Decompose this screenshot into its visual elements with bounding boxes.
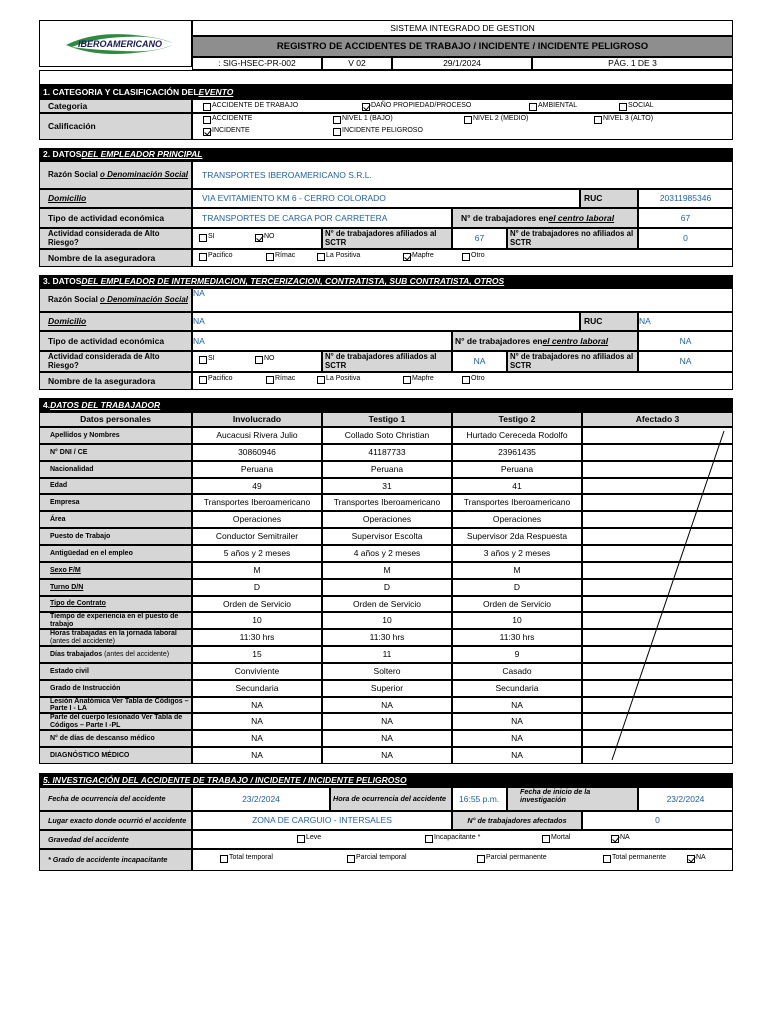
ntrab-3-value: NA [638, 331, 733, 351]
gravedad-label: Gravedad del accidente [39, 830, 192, 849]
worker-cell: M [452, 562, 582, 579]
worker-table-header-involucrado: Involucrado [192, 412, 322, 427]
s3-si-label: SI [208, 355, 215, 362]
worker-row-label: Apellidos y Nombres [39, 427, 192, 444]
s2-aseg-rimac-checkbox[interactable] [266, 253, 274, 261]
domicilio-3-value: NA [192, 312, 580, 331]
doc-date: 29/1/2024 [392, 57, 532, 70]
afiliados-value: 67 [452, 228, 507, 249]
worker-cell: 11:30 hrs [192, 629, 322, 646]
worker-row-label: Turno D/N [39, 579, 192, 596]
worker-cell: Transportes Iberoamericano [192, 494, 322, 511]
worker-cell: Casado [452, 663, 582, 680]
worker-row-label: Puesto de Trabajo [39, 528, 192, 545]
gravedad-mortal-checkbox[interactable] [542, 835, 550, 843]
ntrab-value: 67 [638, 208, 733, 228]
fecha-ocurrencia-label: Fecha de ocurrencia del accidente [39, 787, 192, 811]
worker-row-label: Grado de Instrucción [39, 680, 192, 697]
worker-cell: 3 años y 2 meses [452, 545, 582, 562]
categoria-social-checkbox[interactable] [619, 103, 627, 111]
section-4-header: 4. DATOS DEL TRABAJADOR [39, 398, 733, 412]
accident-registration-form [39, 20, 733, 871]
categoria-social-label: SOCIAL [628, 102, 654, 109]
s2-aseg-otro-checkbox[interactable] [462, 253, 470, 261]
categoria-accidente-de-trabajo-label: ACCIDENTE DE TRABAJO [212, 102, 299, 109]
calif-incidente-peligroso-label: INCIDENTE PELIGROSO [342, 127, 423, 134]
worker-cell: 30860946 [192, 444, 322, 461]
calif-nivel-2-medio-label: NIVEL 2 (MEDIO) [473, 115, 529, 122]
worker-row-label: Tipo de Contrato [39, 596, 192, 612]
categoria-dano-propiedad-proceso-checkbox[interactable] [362, 103, 370, 111]
s3-aseg-pacifico-checkbox[interactable] [199, 376, 207, 384]
worker-cell: 23961435 [452, 444, 582, 461]
calif-accidente-checkbox[interactable] [203, 116, 211, 124]
ruc-label: RUC [580, 189, 638, 208]
s3-aseg-rimac-label: Rímac [275, 375, 296, 382]
worker-cell: Transportes Iberoamericano [452, 494, 582, 511]
worker-cell: Soltero [322, 663, 452, 680]
incap-total-temporal-label: Total temporal [229, 854, 273, 861]
razon-social-value: TRANSPORTES IBEROAMERICANO S.R.L. [192, 161, 733, 189]
worker-row-label: Nacionalidad [39, 461, 192, 478]
worker-cell: Orden de Servicio [192, 596, 322, 612]
ntrab-label: N° de trabajadores en el centro laboral [452, 208, 638, 228]
worker-cell: 41187733 [322, 444, 452, 461]
domicilio-3-label: Domicilio [39, 312, 192, 331]
gravedad-na-checkbox[interactable] [611, 835, 619, 843]
worker-cell: Peruana [192, 461, 322, 478]
alto-riesgo-label: Actividad considerada de Alto Riesgo? [39, 228, 192, 249]
worker-cell: D [452, 579, 582, 596]
worker-cell: Aucacusi Rivera Julio [192, 427, 322, 444]
incap-na-label: NA [696, 854, 706, 861]
categoria-label: Categoria [39, 99, 192, 113]
gravedad-incapacitante-label: Incapacitante * [434, 834, 481, 841]
s3-no-checkbox[interactable] [255, 356, 263, 364]
s2-no-label: NO [264, 233, 275, 240]
ruc-3-value: NA [638, 312, 733, 331]
worker-row-label: Tiempo de experiencia en el puesto de trabajo [39, 612, 192, 629]
worker-row-label: Horas trabajadas en la jornada laboral (antes del accidente) [39, 629, 192, 646]
s3-aseg-rimac-checkbox[interactable] [266, 376, 274, 384]
worker-cell: 4 años y 2 meses [322, 545, 452, 562]
worker-row-label: N° de días de descanso médico [39, 730, 192, 747]
s2-aseg-rimac-label: Rímac [275, 252, 296, 259]
domicilio-label: Domicilio [39, 189, 192, 208]
afectados-label: N° de trabajadores afectados [452, 811, 582, 830]
worker-cell: Secundaria [192, 680, 322, 697]
categoria-accidente-de-trabajo-checkbox[interactable] [203, 103, 211, 111]
worker-cell: 41 [452, 478, 582, 494]
system-title: SISTEMA INTEGRADO DE GESTION [192, 20, 733, 36]
afiliados-3-label: N° de trabajadores afiliados al SCTR [322, 351, 452, 372]
s2-aseg-pacifico-label: Pacifico [208, 252, 233, 259]
worker-cell: D [322, 579, 452, 596]
worker-cell: NA [452, 697, 582, 713]
worker-cell: NA [192, 697, 322, 713]
doc-version: V 02 [322, 57, 392, 70]
afectados-value: 0 [582, 811, 733, 830]
no-afiliados-3-label: N° de trabajadores no afiliados al SCTR [507, 351, 638, 372]
worker-cell: NA [322, 713, 452, 730]
lugar-value: ZONA DE CARGUIO - INTERSALES [192, 811, 452, 830]
incap-total-temporal-checkbox[interactable] [220, 855, 228, 863]
worker-row-label: DIAGNÓSTICO MÉDICO [39, 747, 192, 764]
worker-row-label: Estado civil [39, 663, 192, 680]
s2-aseg-pacifico-checkbox[interactable] [199, 253, 207, 261]
no-afiliados-3-value: NA [638, 351, 733, 372]
calif-nivel-3-alto-label: NIVEL 3 (ALTO) [603, 115, 654, 122]
calificacion-label: Calificación [39, 113, 192, 140]
s3-no-label: NO [264, 355, 275, 362]
categoria-dano-propiedad-proceso-label: DAÑO PROPIEDAD/PROCESO [371, 102, 472, 109]
worker-cell: Conductor Semitrailer [192, 528, 322, 545]
worker-cell: Peruana [322, 461, 452, 478]
s3-aseg-la-positiva-label: La Positiva [326, 375, 361, 382]
incap-parcial-permanente-label: Parcial permanente [486, 854, 547, 861]
worker-cell: Operaciones [322, 511, 452, 528]
afiliados-label: N° de trabajadores afiliados al SCTR [322, 228, 452, 249]
s2-aseg-la-positiva-label: La Positiva [326, 252, 361, 259]
worker-table-header-datos-personales: Datos personales [39, 412, 192, 427]
hora-ocurrencia-label: Hora de ocurrencia del accidente [330, 787, 452, 811]
worker-row-label: Área [39, 511, 192, 528]
s3-aseg-la-positiva-checkbox[interactable] [317, 376, 325, 384]
s2-no-checkbox[interactable] [255, 234, 263, 242]
s3-aseg-otro-label: Otro [471, 375, 485, 382]
worker-cell: 10 [452, 612, 582, 629]
spacer-row [39, 70, 733, 85]
ruc-value: 20311985346 [638, 189, 733, 208]
s3-si-checkbox[interactable] [199, 356, 207, 364]
calif-incidente-checkbox[interactable] [203, 128, 211, 136]
worker-cell: NA [192, 730, 322, 747]
worker-row-label: Empresa [39, 494, 192, 511]
aseguradora-3-label: Nombre de la aseguradora [39, 372, 192, 390]
worker-row-label: Antigüedad en el empleo [39, 545, 192, 562]
worker-table-header-testigo-2: Testigo 2 [452, 412, 582, 427]
worker-table-header-testigo-1: Testigo 1 [322, 412, 452, 427]
worker-cell: M [192, 562, 322, 579]
worker-row-label: Parte del cuerpo lesionado Ver Tabla de Códigos – Parte I -PL [39, 713, 192, 730]
worker-cell: Operaciones [452, 511, 582, 528]
worker-cell: NA [452, 713, 582, 730]
worker-cell: D [192, 579, 322, 596]
actividad-3-value: NA [192, 331, 452, 351]
ntrab-3-label: N° de trabajadores en el centro laboral [452, 331, 638, 351]
worker-cell: Supervisor Escolta [322, 528, 452, 545]
categoria-ambiental-label: AMBIENTAL [538, 102, 578, 109]
domicilio-value: VIA EVITAMIENTO KM 6 - CERRO COLORADO [192, 189, 580, 208]
calif-nivel-3-alto-checkbox[interactable] [594, 116, 602, 124]
section-5-header: 5. INVESTIGACIÓN DEL ACCIDENTE DE TRABAJO / INCIDENTE / INCIDENTE PELIGROSO [39, 773, 733, 787]
worker-cell: 10 [322, 612, 452, 629]
actividad-label: Tipo de actividad económica [39, 208, 192, 228]
worker-cell: 10 [192, 612, 322, 629]
worker-cell: Secundaria [452, 680, 582, 697]
company-logo [39, 20, 192, 67]
s2-aseg-la-positiva-checkbox[interactable] [317, 253, 325, 261]
worker-cell: Orden de Servicio [452, 596, 582, 612]
calif-nivel-1-bajo-checkbox[interactable] [333, 116, 341, 124]
gravedad-na-label: NA [620, 834, 630, 841]
actividad-3-label: Tipo de actividad económica [39, 331, 192, 351]
incap-parcial-temporal-checkbox[interactable] [347, 855, 355, 863]
worker-cell: Supervisor 2da Respuesta [452, 528, 582, 545]
fecha-inicio-label: Fecha de inicio de la investigación [507, 787, 638, 811]
worker-cell: NA [452, 730, 582, 747]
fecha-ocurrencia-value: 23/2/2024 [192, 787, 330, 811]
incap-parcial-temporal-label: Parcial temporal [356, 854, 407, 861]
calif-nivel-1-bajo-label: NIVEL 1 (BAJO) [342, 115, 393, 122]
gravedad-leve-label: Leve [306, 834, 322, 841]
worker-cell: 15 [192, 646, 322, 663]
actividad-value: TRANSPORTES DE CARGA POR CARRETERA [192, 208, 452, 228]
svg-text:IBEROAMERICANO: IBEROAMERICANO [78, 38, 163, 49]
razon-social-3-label: Razón Social o Denominación Social [39, 288, 192, 312]
razon-social-3-value: NA [192, 288, 733, 312]
categoria-ambiental-checkbox[interactable] [529, 103, 537, 111]
calif-accidente-label: ACCIDENTE [212, 115, 253, 122]
worker-cell: 11 [322, 646, 452, 663]
worker-cell: Conviviente [192, 663, 322, 680]
calif-incidente-label: INCIDENTE [212, 127, 250, 134]
lugar-label: Lugar exacto donde ocurrió el accidente [39, 811, 192, 830]
doc-code: : SIG-HSEC-PR-002 [192, 57, 322, 70]
afectado-3-strike-line [582, 427, 733, 764]
s2-si-checkbox[interactable] [199, 234, 207, 242]
worker-cell: Peruana [452, 461, 582, 478]
logo-icon [64, 29, 174, 59]
worker-table-header-afectado-3: Afectado 3 [582, 412, 733, 427]
hora-ocurrencia-value: 16:55 p.m. [452, 787, 507, 811]
gravedad-incapacitante-checkbox[interactable] [425, 835, 433, 843]
worker-row-label: N° DNI / CE [39, 444, 192, 461]
incap-total-permanente-label: Total permanente [612, 854, 667, 861]
incap-parcial-permanente-checkbox[interactable] [477, 855, 485, 863]
section-1-header: 1. CATEGORIA Y CLASIFICACIÓN DEL EVENTO [39, 85, 733, 99]
section-3-header: 3. DATOS DEL EMPLEADOR DE INTERMEDIACION, TERCERIZACION, CONTRATISTA, SUB CONTRATISTA, OTROS [39, 275, 733, 288]
gravedad-leve-checkbox[interactable] [297, 835, 305, 843]
s3-aseg-mapfre-checkbox[interactable] [403, 376, 411, 384]
worker-cell: NA [192, 713, 322, 730]
worker-row-label: Lesión Anatómica Ver Tabla de Códigos – Parte I - LA [39, 697, 192, 713]
worker-cell: M [322, 562, 452, 579]
form-title: REGISTRO DE ACCIDENTES DE TRABAJO / INCIDENTE / INCIDENTE PELIGROSO [192, 36, 733, 57]
incap-total-permanente-checkbox[interactable] [603, 855, 611, 863]
fecha-inicio-value: 23/2/2024 [638, 787, 733, 811]
worker-cell: NA [192, 747, 322, 764]
worker-cell: 5 años y 2 meses [192, 545, 322, 562]
alto-riesgo-3-label: Actividad considerada de Alto Riesgo? [39, 351, 192, 372]
worker-row-label: Días trabajados (antes del accidente) [39, 646, 192, 663]
s2-si-label: SI [208, 233, 215, 240]
worker-cell: 31 [322, 478, 452, 494]
s2-aseg-mapfre-checkbox[interactable] [403, 253, 411, 261]
s3-aseg-pacifico-label: Pacifico [208, 375, 233, 382]
calif-nivel-2-medio-checkbox[interactable] [464, 116, 472, 124]
worker-cell: Hurtado Cereceda Rodolfo [452, 427, 582, 444]
no-afiliados-value: 0 [638, 228, 733, 249]
worker-cell: Superior [322, 680, 452, 697]
s3-aseg-otro-checkbox[interactable] [462, 376, 470, 384]
worker-cell: NA [452, 747, 582, 764]
worker-cell: Operaciones [192, 511, 322, 528]
doc-page: PÁG. 1 DE 3 [532, 57, 733, 70]
worker-row-label: Sexo F/M [39, 562, 192, 579]
calif-incidente-peligroso-checkbox[interactable] [333, 128, 341, 136]
s2-aseg-mapfre-label: Mapfre [412, 252, 434, 259]
s3-aseg-mapfre-label: Mapfre [412, 375, 434, 382]
worker-cell: NA [322, 697, 452, 713]
worker-cell: Orden de Servicio [322, 596, 452, 612]
gravedad-mortal-label: Mortal [551, 834, 571, 841]
no-afiliados-label: N° de trabajadores no afiliados al SCTR [507, 228, 638, 249]
aseguradora-label: Nombre de la aseguradora [39, 249, 192, 267]
worker-cell: NA [322, 747, 452, 764]
ruc-3-label: RUC [580, 312, 638, 331]
worker-cell: Transportes Iberoamericano [322, 494, 452, 511]
worker-cell: 11:30 hrs [322, 629, 452, 646]
razon-social-label: Razón Social o Denominación Social [39, 161, 192, 189]
worker-cell: 9 [452, 646, 582, 663]
gap [39, 140, 733, 148]
s2-aseg-otro-label: Otro [471, 252, 485, 259]
afiliados-3-value: NA [452, 351, 507, 372]
incapacitante-label: * Grado de accidente incapacitante [39, 849, 192, 871]
incap-na-checkbox[interactable] [687, 855, 695, 863]
worker-row-label: Edad [39, 478, 192, 494]
worker-cell: NA [322, 730, 452, 747]
section-2-header: 2. DATOS DEL EMPLEADOR PRINCIPAL [39, 148, 733, 161]
worker-cell: 11:30 hrs [452, 629, 582, 646]
worker-cell: Collado Soto Christian [322, 427, 452, 444]
worker-cell: 49 [192, 478, 322, 494]
